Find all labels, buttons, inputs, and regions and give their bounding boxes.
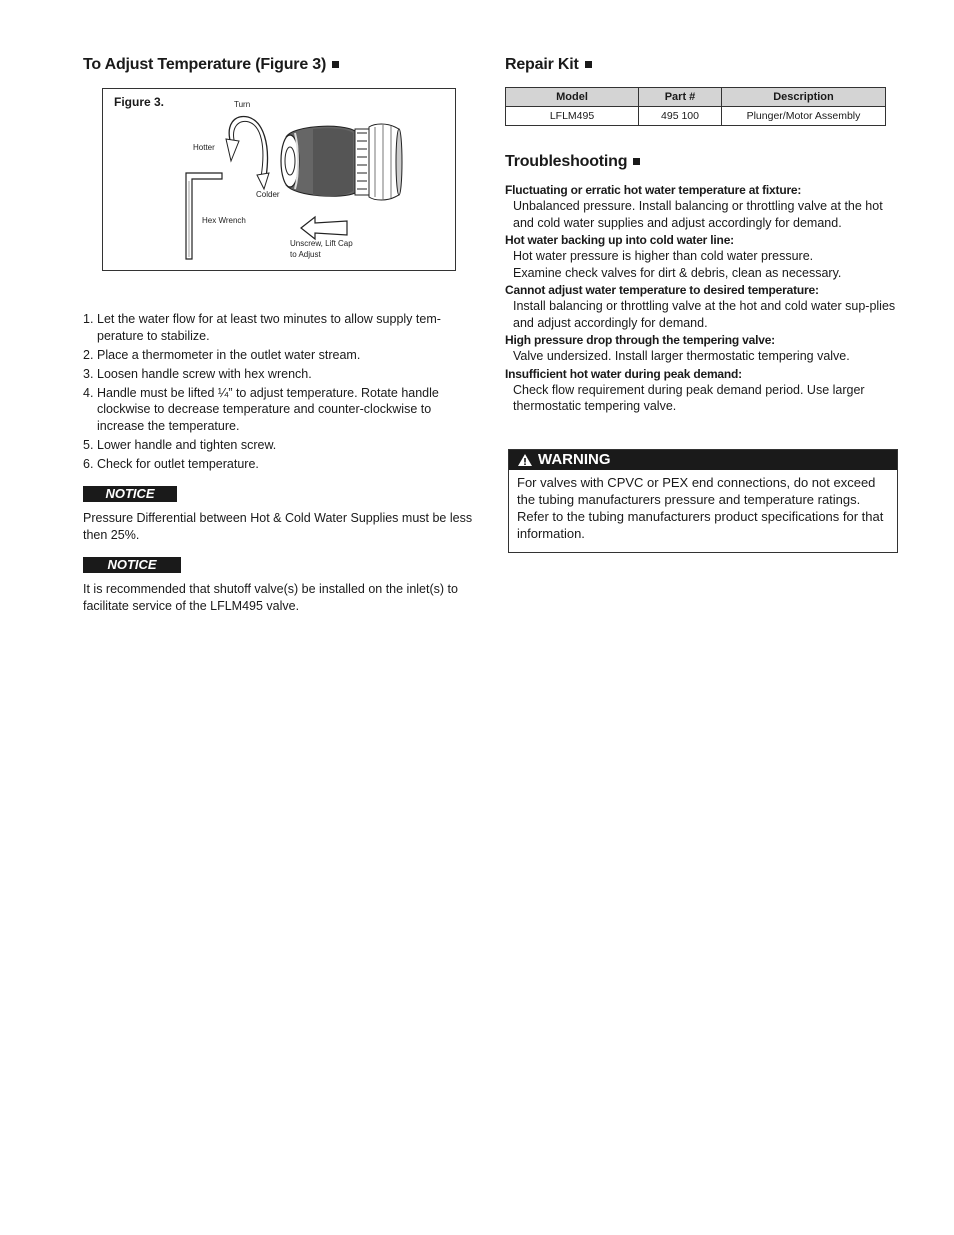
column-header: Model bbox=[506, 88, 639, 107]
warning-text: For valves with CPVC or PEX end connections, do not exceed the tubing manufacturers pressure and temperature ratings. Refer to the tubing manufacturers product specifications for that information. bbox=[517, 475, 884, 541]
unscrew-label-line1: Unscrew, Lift Cap bbox=[290, 239, 353, 248]
problem-heading: High pressure drop through the tempering valve: bbox=[505, 333, 775, 347]
warning-box bbox=[508, 449, 898, 553]
unscrew-arrow-icon bbox=[301, 217, 347, 239]
column-header: Part # bbox=[639, 88, 722, 107]
notice-badge: NOTICE bbox=[83, 486, 177, 502]
figure-label: Figure 3. bbox=[114, 95, 165, 109]
list-item: 4. Handle must be lifted ¼” to adjust temperature. Rotate handle clockwise to decrease temperature and counter-clockwise to increase the temperature. bbox=[83, 385, 439, 433]
repair-kit-title: Repair Kit bbox=[505, 56, 898, 74]
solution-text: Install balancing or throttling valve at the hot and cold water sup-plies and adjust accordingly for demand. bbox=[513, 299, 896, 330]
solution-text: Hot water pressure is higher than cold water pressure. bbox=[513, 249, 814, 263]
notice-badge: NOTICE bbox=[83, 557, 181, 573]
right-column bbox=[505, 56, 898, 541]
hotter-label: Hotter bbox=[193, 143, 215, 152]
steps-list bbox=[83, 311, 478, 475]
square-bullet-icon bbox=[585, 61, 592, 68]
solution-text: Unbalanced pressure. Install balancing or throttling valve at the hot and cold water supplies and adjust accordingly for demand. bbox=[513, 199, 883, 230]
table-cell: Plunger/Motor Assembly bbox=[722, 107, 886, 126]
turn-label: Turn bbox=[234, 100, 251, 109]
figure-illustration bbox=[103, 89, 455, 270]
square-bullet-icon bbox=[633, 158, 640, 165]
column-header: Description bbox=[722, 88, 886, 107]
list-item: 5. Lower handle and tighten screw. bbox=[83, 437, 277, 452]
troubleshooting-list bbox=[505, 182, 898, 416]
warning-triangle-icon bbox=[517, 453, 533, 467]
adjust-section bbox=[83, 56, 478, 613]
adjust-title: To Adjust Temperature (Figure 3) bbox=[83, 56, 478, 74]
notice-text: Pressure Differential between Hot & Cold Water Supplies must be less then 25%. bbox=[83, 511, 473, 542]
valve-handle-icon bbox=[281, 124, 402, 200]
list-item: 2. Place a thermometer in the outlet water stream. bbox=[83, 347, 361, 362]
colder-label: Colder bbox=[256, 190, 280, 199]
problem-heading: Cannot adjust water temperature to desired temperature: bbox=[505, 283, 819, 297]
figure-3 bbox=[102, 88, 456, 271]
list-item: 1. Let the water flow for at least two minutes to allow supply tem-perature to stabilize. bbox=[83, 312, 441, 343]
warning-header bbox=[509, 450, 897, 470]
table-cell: LFLM495 bbox=[506, 107, 639, 126]
troubleshooting-title: Troubleshooting bbox=[505, 153, 640, 171]
troubleshooting-heading bbox=[505, 153, 640, 171]
problem-heading: Insufficient hot water during peak demand: bbox=[505, 366, 742, 381]
table-cell: 495 100 bbox=[639, 107, 722, 126]
list-item: 6. Check for outlet temperature. bbox=[83, 456, 259, 471]
notice-text: It is recommended that shutoff valve(s) be installed on the inlet(s) to facilitate service of the LFLM495 valve. bbox=[83, 582, 458, 613]
solution-text: Check flow requirement during peak demand period. Use larger thermostatic tempering valve. bbox=[513, 382, 865, 413]
table-row bbox=[506, 107, 886, 126]
hex-wrench-label: Hex Wrench bbox=[202, 216, 246, 225]
list-item: 3. Loosen handle screw with hex wrench. bbox=[83, 366, 312, 381]
problem-heading: Hot water backing up into cold water line: bbox=[505, 233, 734, 247]
solution-text: Examine check valves for dirt & debris, clean as necessary. bbox=[513, 265, 842, 280]
unscrew-label-line2: to Adjust bbox=[290, 250, 321, 259]
solution-text: Valve undersized. Install larger thermostatic tempering valve. bbox=[513, 349, 850, 363]
repair-kit-table bbox=[505, 87, 886, 126]
warning-title: WARNING bbox=[538, 451, 611, 468]
square-bullet-icon bbox=[332, 61, 339, 68]
problem-heading: Fluctuating or erratic hot water temperature at fixture: bbox=[505, 183, 802, 197]
table-header-row bbox=[506, 88, 886, 107]
